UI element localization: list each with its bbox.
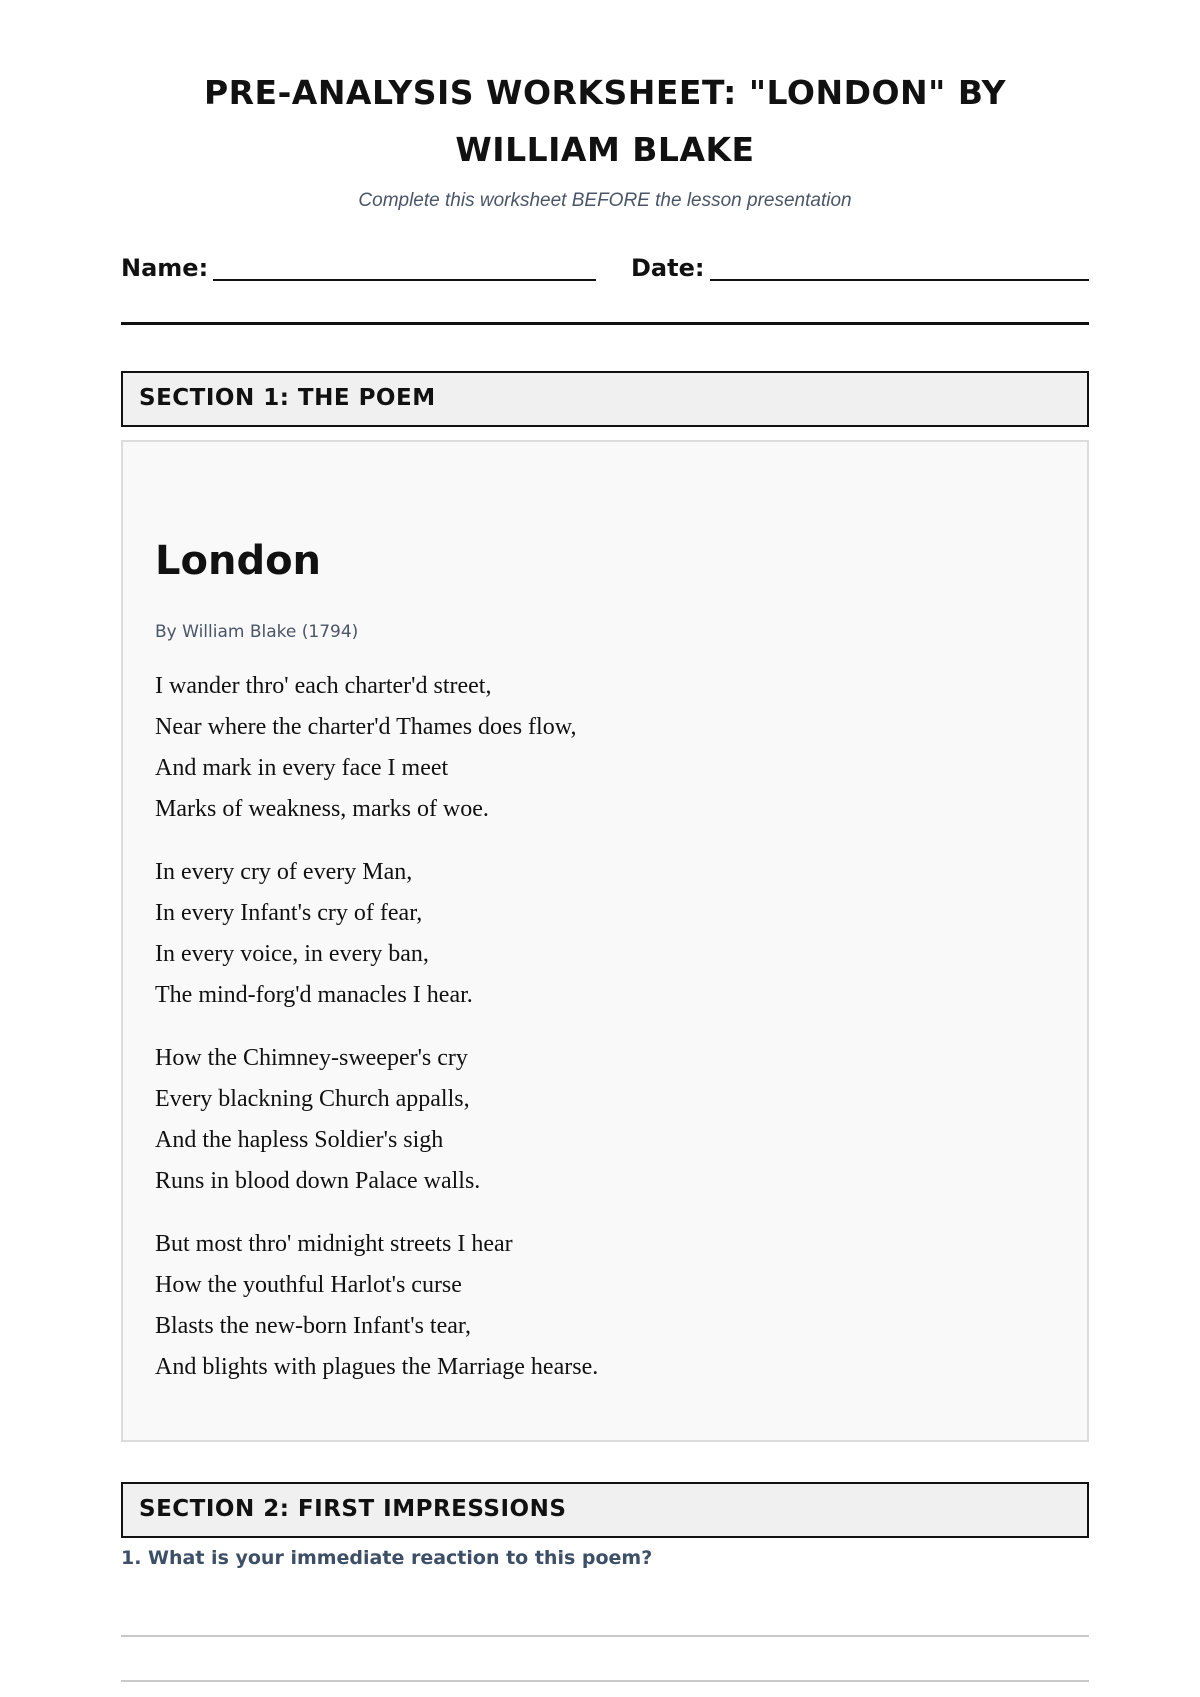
section-header-impressions: [121, 1482, 1089, 1538]
section-title: SECTION 2: FIRST IMPRESSIONS: [139, 1496, 567, 1522]
poem-line: Near where the charter'd Thames does flow,: [155, 714, 577, 740]
poem-line: In every voice, in every ban,: [155, 941, 429, 967]
stanza: [155, 1224, 1055, 1388]
poem-title: London: [155, 538, 322, 584]
section-title: SECTION 1: THE POEM: [139, 385, 436, 411]
poem-line: Marks of weakness, marks of woe.: [155, 796, 489, 822]
poem-line: Every blackning Church appalls,: [155, 1086, 470, 1112]
poem-line: The mind-forg'd manacles I hear.: [155, 982, 473, 1008]
section-header-poem: [121, 371, 1089, 427]
poem-line: And the hapless Soldier's sigh: [155, 1127, 444, 1153]
name-label: Name:: [121, 254, 209, 282]
poem-line: In every Infant's cry of fear,: [155, 900, 423, 926]
poem-line: How the Chimney-sweeper's cry: [155, 1045, 468, 1071]
worksheet-page: [121, 0, 1089, 1569]
header-divider: [121, 322, 1089, 325]
poem-stanzas: [155, 666, 1055, 1410]
stanza: [155, 852, 1055, 1016]
poem-line: Runs in blood down Palace walls.: [155, 1168, 481, 1194]
poem-author: By William Blake (1794): [155, 622, 359, 642]
name-field[interactable]: [213, 279, 596, 281]
worksheet-subtitle: Complete this worksheet BEFORE the lesson presentation: [358, 190, 852, 211]
stanza: [155, 666, 1055, 830]
name-date-row: [121, 254, 1089, 288]
question-1: 1. What is your immediate reaction to this poem?: [121, 1547, 653, 1569]
answer-line[interactable]: [121, 1680, 1089, 1682]
poem-line: How the youthful Harlot's curse: [155, 1272, 462, 1298]
poem-line: Blasts the new-born Infant's tear,: [155, 1313, 471, 1339]
poem-line: But most thro' midnight streets I hear: [155, 1231, 513, 1257]
poem-box: [121, 440, 1089, 1442]
worksheet-title: PRE-ANALYSIS WORKSHEET: "LONDON" BY WILLIAM BLAKE: [203, 73, 1007, 169]
poem-line: In every cry of every Man,: [155, 859, 413, 885]
date-field[interactable]: [710, 279, 1089, 281]
poem-line: I wander thro' each charter'd street,: [155, 673, 492, 699]
stanza: [155, 1038, 1055, 1202]
poem-line: And mark in every face I meet: [155, 755, 449, 781]
poem-line: And blights with plagues the Marriage hearse.: [155, 1354, 599, 1380]
date-label: Date:: [631, 254, 705, 282]
answer-line[interactable]: [121, 1635, 1089, 1637]
